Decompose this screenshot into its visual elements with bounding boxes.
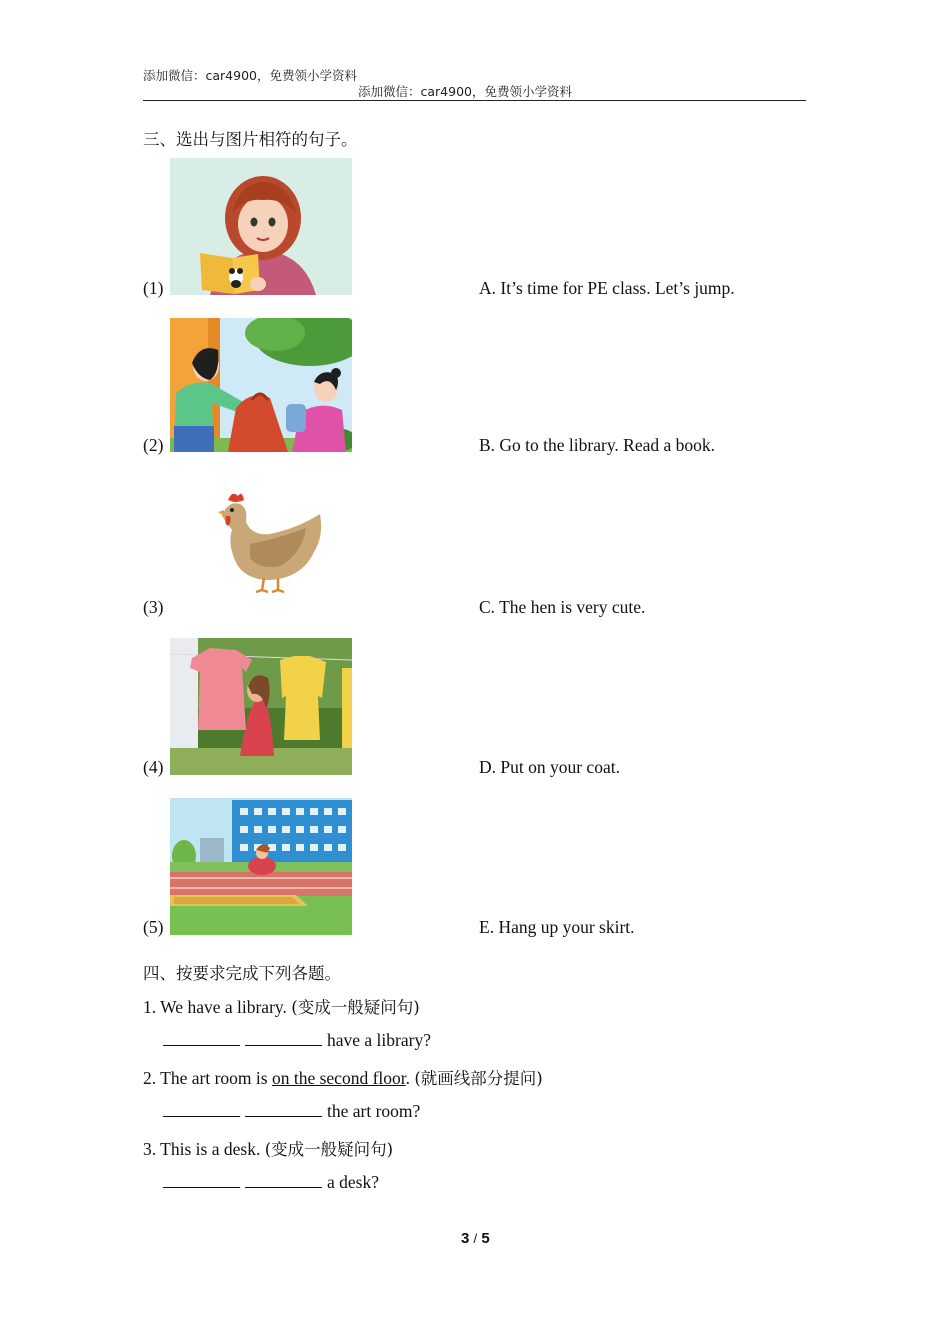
option-c: C. The hen is very cute.	[479, 597, 646, 617]
question-3-hint: (变成一般疑问句)	[264, 1140, 394, 1159]
question-3	[143, 1136, 393, 1160]
page-current: 3	[461, 1230, 470, 1247]
answer-3-tail: a desk?	[327, 1172, 379, 1192]
answer-2-tail: the art room?	[327, 1101, 421, 1121]
picture-girl-reading	[170, 158, 352, 295]
answer-2-line	[163, 1101, 420, 1122]
question-2-period: .	[405, 1068, 410, 1088]
item-2-number: (2)	[143, 435, 164, 455]
section-3-title: 三、选出与图片相符的句子。	[143, 130, 358, 149]
question-1	[143, 994, 420, 1018]
answer-1-tail: have a library?	[327, 1030, 431, 1050]
question-1-hint: (变成一般疑问句)	[291, 998, 420, 1017]
answer-2-blank-1[interactable]	[163, 1103, 240, 1117]
item-3-number: (3)	[143, 597, 164, 617]
question-2-hint: (就画线部分提问)	[414, 1069, 543, 1088]
option-e: E. Hang up your skirt.	[479, 917, 635, 937]
option-d: D. Put on your coat.	[479, 757, 620, 777]
answer-1-blank-1[interactable]	[163, 1032, 240, 1046]
answer-3-blank-2[interactable]	[245, 1174, 322, 1188]
item-4-number: (4)	[143, 757, 164, 777]
question-1-text: 1. We have a library.	[143, 997, 287, 1017]
picture-hen	[210, 488, 328, 594]
page-separator: /	[473, 1231, 478, 1246]
answer-1-line	[163, 1030, 431, 1051]
section-4-title: 四、按要求完成下列各题。	[143, 964, 341, 983]
question-2-underlined: on the second floor	[271, 1068, 406, 1088]
page-number	[461, 1230, 490, 1247]
answer-2-blank-2[interactable]	[245, 1103, 322, 1117]
item-1-number: (1)	[143, 278, 164, 298]
header-watermark-line-1: 添加微信：car4900，免费领小学资料	[143, 68, 357, 83]
question-3-text: 3. This is a desk.	[143, 1139, 261, 1159]
item-5-number: (5)	[143, 917, 164, 937]
option-a: A. It’s time for PE class. Let’s jump.	[479, 278, 735, 298]
question-2-text: 2. The art room is	[143, 1068, 272, 1088]
answer-1-blank-2[interactable]	[245, 1032, 322, 1046]
answer-3-line	[163, 1172, 379, 1193]
question-2	[143, 1065, 543, 1089]
picture-hang-clothes	[170, 638, 352, 775]
picture-put-on-coat	[170, 318, 352, 452]
header-divider	[143, 100, 806, 101]
answer-3-blank-1[interactable]	[163, 1174, 240, 1188]
option-b: B. Go to the library. Read a book.	[479, 435, 716, 455]
picture-long-jump	[170, 798, 352, 935]
page-total: 5	[481, 1230, 490, 1247]
header-watermark-line-2: 添加微信：car4900，免费领小学资料	[358, 84, 572, 99]
